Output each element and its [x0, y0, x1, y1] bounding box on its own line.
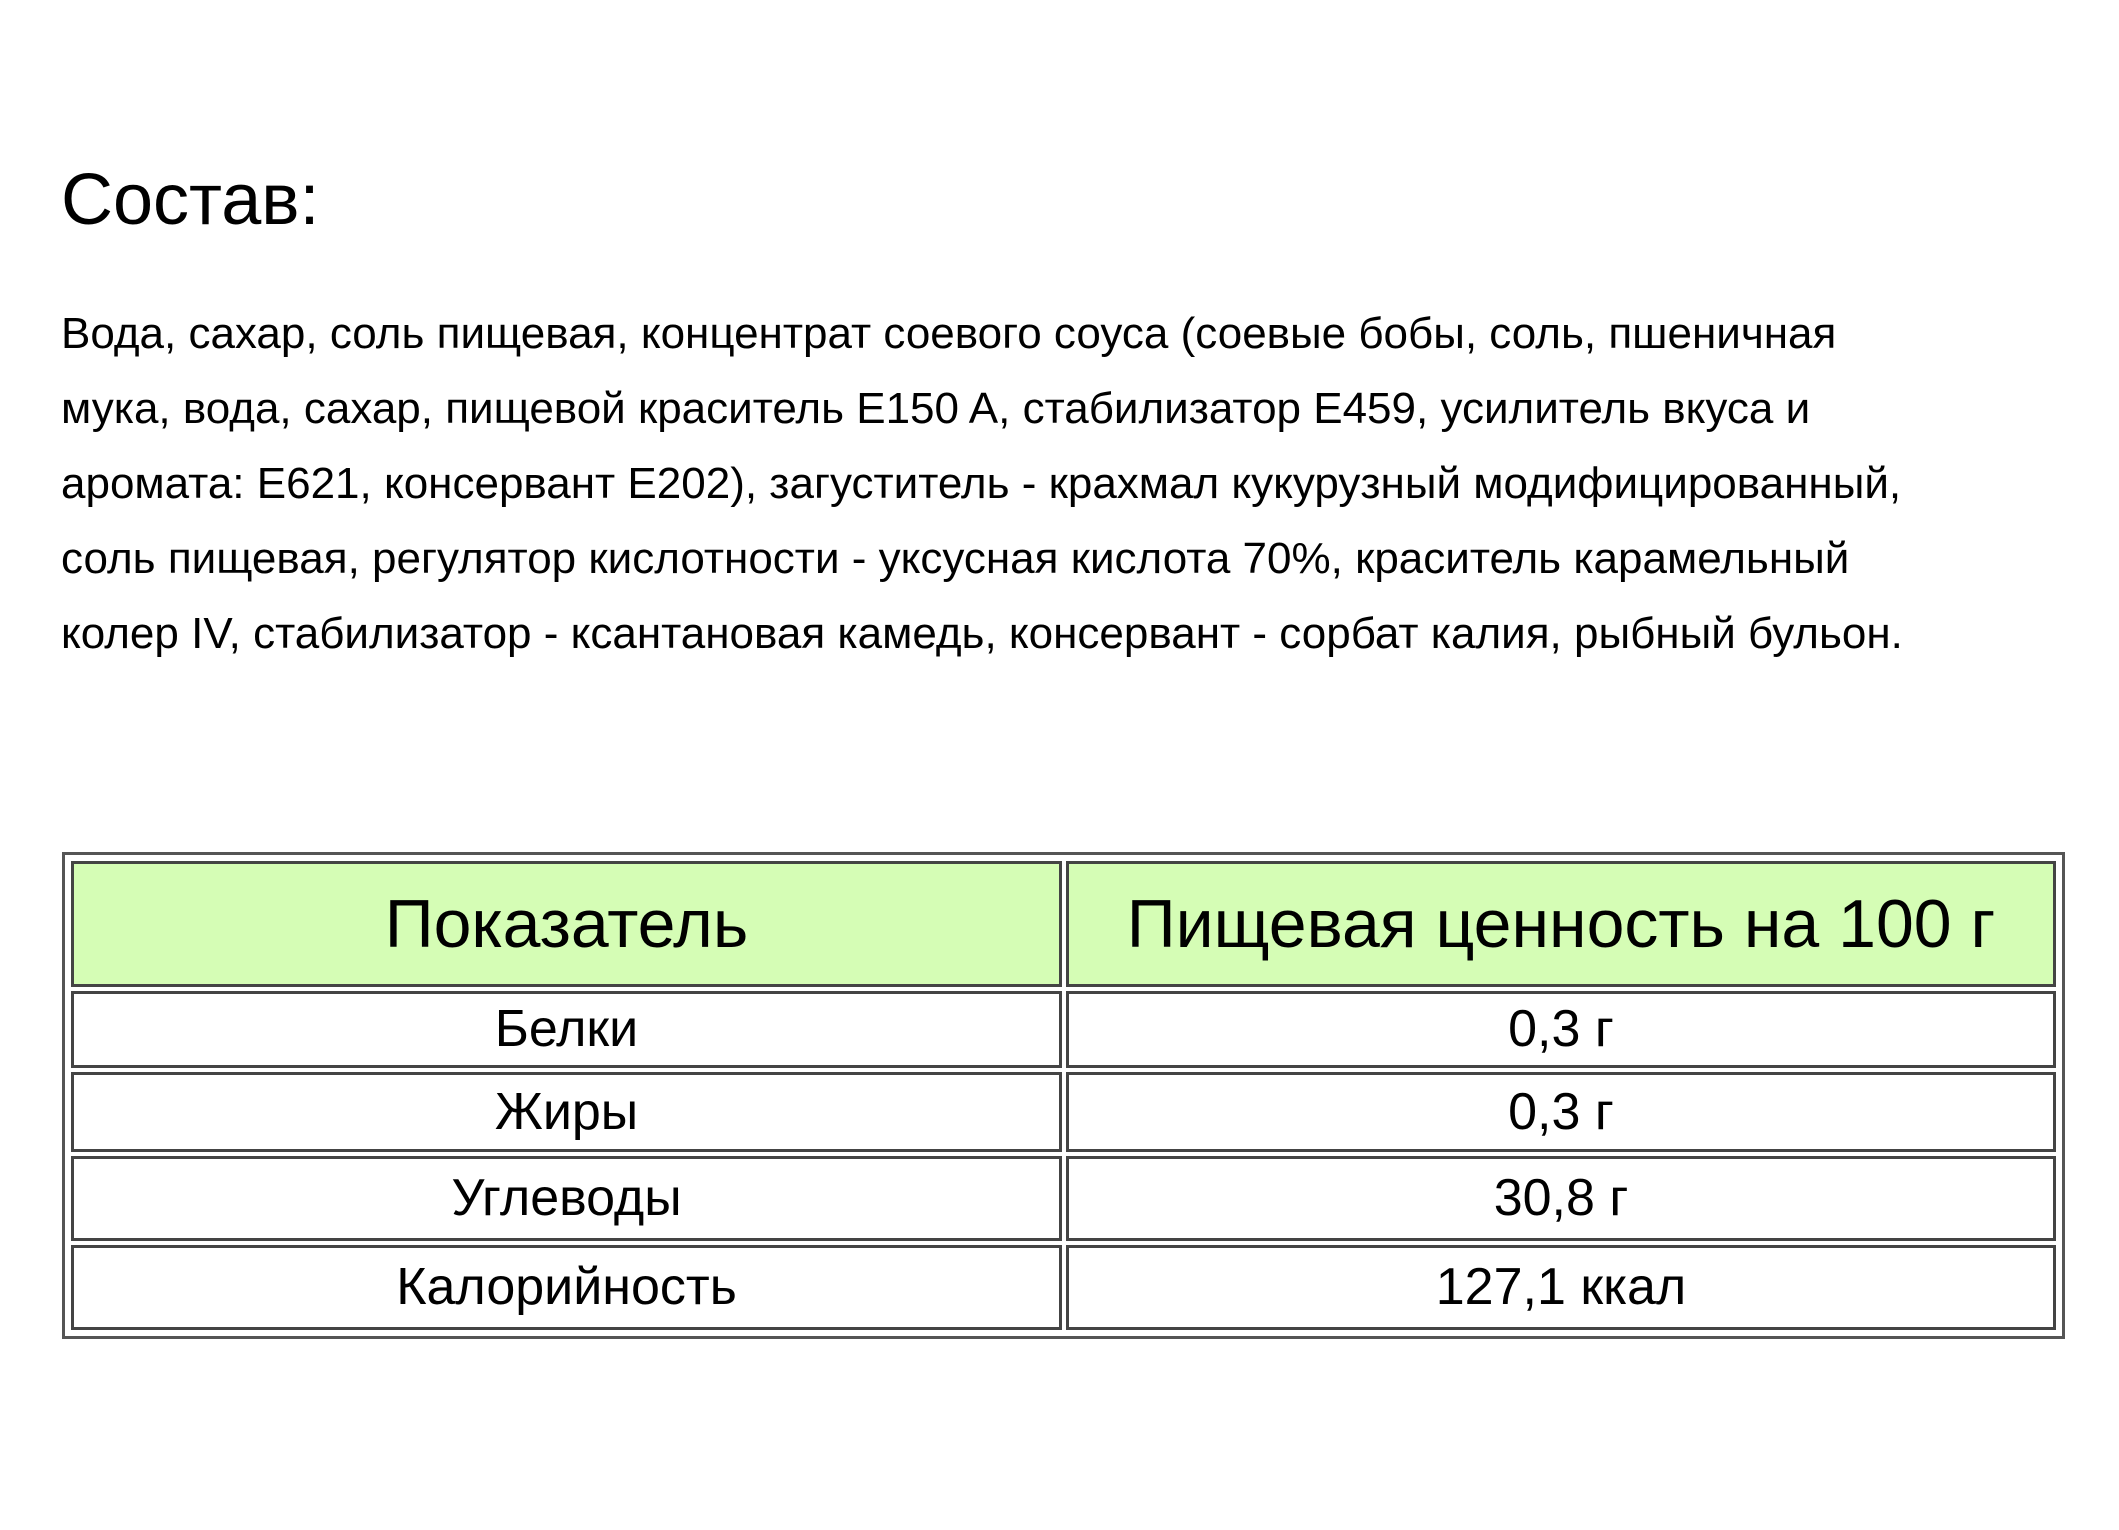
table-row [71, 1245, 2056, 1330]
row-calories-indicator: Калорийность [71, 1245, 1062, 1330]
row-protein-indicator: Белки [71, 991, 1062, 1068]
composition-text [61, 296, 1903, 671]
table-header-row [71, 861, 2056, 987]
table-row [71, 991, 2056, 1068]
header-indicator: Показатель [71, 861, 1062, 987]
table-row [71, 1072, 2056, 1152]
table-row [71, 1156, 2056, 1241]
composition-line-5: колер IV, стабилизатор - ксантановая камедь, консервант - сорбат калия, рыбный бульон. [61, 609, 1903, 658]
nutrition-table [67, 857, 2060, 1334]
row-carbs-indicator: Углеводы [71, 1156, 1062, 1241]
row-protein-value: 0,3 г [1066, 991, 2056, 1068]
row-calories-value: 127,1 ккал [1066, 1245, 2056, 1330]
composition-line-1: Вода, сахар, соль пищевая, концентрат соевого соуса (соевые бобы, соль, пшеничная [61, 309, 1837, 358]
row-carbs-value: 30,8 г [1066, 1156, 2056, 1241]
row-fat-value: 0,3 г [1066, 1072, 2056, 1152]
composition-line-3: аромата: E621, консервант E202), загуститель - крахмал кукурузный модифицированный, [61, 459, 1902, 508]
nutrition-table-frame [62, 852, 2065, 1339]
row-fat-indicator: Жиры [71, 1072, 1062, 1152]
header-value: Пищевая ценность на 100 г [1066, 861, 2056, 987]
composition-line-2: мука, вода, сахар, пищевой краситель E150 A, стабилизатор E459, усилитель вкуса и [61, 384, 1811, 433]
composition-title: Состав: [61, 160, 320, 240]
composition-line-4: соль пищевая, регулятор кислотности - уксусная кислота 70%, краситель карамельный [61, 534, 1850, 583]
